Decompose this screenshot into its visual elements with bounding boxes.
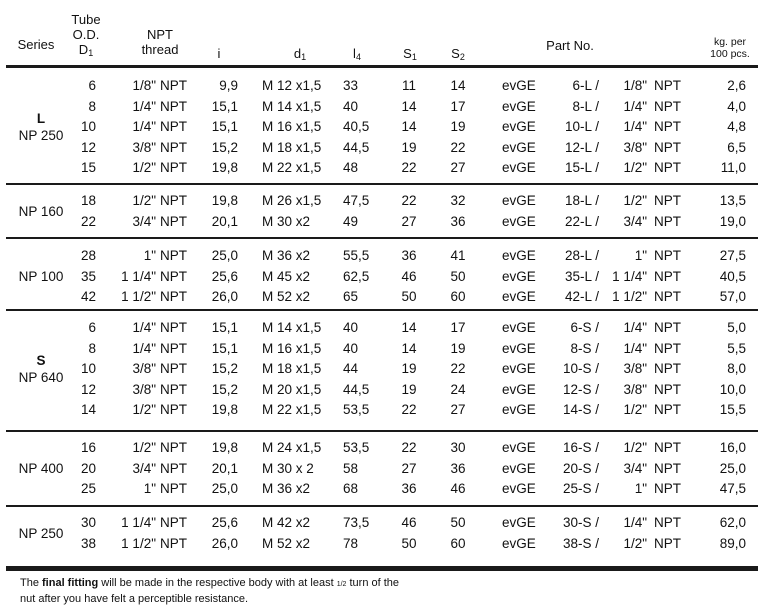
cell-d1: 6: [88, 320, 96, 335]
cell-part-npt: 1/2": [623, 535, 647, 551]
cell-thread: M 36 x2: [262, 481, 311, 496]
cell-l4: 62,5: [343, 268, 370, 284]
cell-npt-unit: NPT: [160, 160, 187, 175]
group-divider: [6, 237, 758, 239]
cell-npt: 1/4": [132, 320, 156, 335]
cell-s2: 41: [450, 248, 466, 263]
cell-part-unit: NPT: [654, 381, 681, 397]
cell-part-code: 25-S /: [562, 481, 599, 496]
cell-part-npt: 1/2": [623, 193, 647, 208]
cell-s2: 60: [450, 289, 466, 304]
cell-l4: 68: [343, 481, 359, 496]
cell-i: 25,0: [211, 481, 238, 496]
cell-kg: 40,5: [719, 268, 746, 284]
cell-npt: 3/4": [132, 460, 156, 476]
cell-s2: 22: [450, 361, 466, 376]
cell-thread: M 26 x1,5: [262, 193, 322, 208]
cell-npt-unit: NPT: [160, 515, 187, 530]
cell-d1: 20: [80, 460, 96, 476]
cell-npt: 1/2": [132, 440, 156, 455]
cell-part-unit: NPT: [654, 139, 681, 155]
cell-npt: 1/4": [132, 340, 156, 356]
header-i: i: [217, 46, 221, 61]
cell-kg: 11,0: [720, 160, 746, 175]
cell-part-unit: NPT: [654, 481, 681, 496]
cell-s1: 22: [401, 193, 417, 208]
cell-d1: 38: [80, 535, 96, 551]
cell-npt: 1 1/4": [121, 268, 156, 284]
cell-part-code: 6-L /: [572, 78, 599, 93]
cell-thread: M 30 x2: [262, 213, 311, 229]
cell-part-npt: 1": [634, 481, 647, 496]
cell-s2: 36: [450, 213, 466, 229]
cell-l4: 78: [343, 535, 359, 551]
series-pressure: NP 160: [18, 203, 64, 219]
cell-npt-unit: NPT: [160, 139, 187, 155]
cell-npt: 1 1/2": [121, 535, 156, 551]
cell-d1: 10: [80, 119, 96, 134]
cell-i: 26,0: [211, 535, 238, 551]
cell-kg: 10,0: [719, 381, 746, 397]
cell-s1: 46: [401, 268, 417, 284]
cell-i: 19,8: [211, 160, 238, 175]
cell-part-prefix: evGE: [502, 193, 536, 208]
cell-part-unit: NPT: [654, 193, 681, 208]
series-pressure: NP 100: [18, 268, 64, 284]
cell-part-unit: NPT: [654, 160, 681, 175]
cell-part-npt: 3/8": [623, 381, 647, 397]
cell-s2: 17: [450, 320, 466, 335]
cell-npt: 1/8": [132, 78, 156, 93]
cell-kg: 5,5: [727, 340, 746, 356]
cell-part-unit: NPT: [654, 78, 681, 93]
cell-s1: 36: [401, 248, 417, 263]
group-divider: [6, 183, 758, 185]
cell-s2: 30: [450, 440, 466, 455]
cell-part-unit: NPT: [654, 440, 681, 455]
cell-npt-unit: NPT: [160, 119, 187, 134]
cell-part-code: 18-L /: [564, 193, 599, 208]
cell-part-unit: NPT: [654, 268, 681, 284]
cell-part-prefix: evGE: [502, 213, 536, 229]
cell-l4: 40,5: [343, 119, 370, 134]
cell-s1: 22: [401, 160, 417, 175]
cell-s2: 36: [450, 460, 466, 476]
cell-l4: 65: [343, 289, 359, 304]
cell-part-npt: 3/8": [623, 361, 647, 376]
cell-i: 19,8: [211, 402, 238, 417]
cell-kg: 8,0: [727, 361, 746, 376]
cell-kg: 57,0: [719, 289, 746, 304]
cell-part-prefix: evGE: [502, 535, 536, 551]
cell-kg: 5,0: [727, 320, 746, 335]
cell-part-prefix: evGE: [502, 268, 536, 284]
cell-thread: M 18 x1,5: [262, 361, 322, 376]
cell-thread: M 52 x2: [262, 535, 311, 551]
series-pressure: NP 250: [18, 525, 64, 541]
cell-l4: 47,5: [343, 193, 370, 208]
cell-s2: 50: [450, 268, 466, 284]
series-label: [6, 460, 76, 477]
cell-s2: 60: [450, 535, 466, 551]
cell-kg: 4,0: [727, 98, 746, 114]
cell-l4: 49: [343, 213, 359, 229]
cell-part-npt: 1/4": [623, 98, 647, 114]
cell-s1: 50: [401, 535, 417, 551]
cell-s1: 22: [401, 402, 417, 417]
cell-kg: 16,0: [719, 440, 746, 455]
cell-npt-unit: NPT: [160, 381, 187, 397]
cell-part-code: 8-S /: [570, 340, 599, 356]
series-label: [6, 110, 76, 144]
group-divider: [6, 309, 758, 311]
cell-npt: 1 1/2": [121, 289, 156, 304]
cell-thread: M 42 x2: [262, 515, 311, 530]
cell-thread: M 20 x1,5: [262, 381, 322, 397]
cell-d1: 15: [80, 160, 96, 175]
cell-part-npt: 1": [634, 248, 647, 263]
header-npt-thread: NPT thread: [141, 27, 179, 57]
cell-npt: 1": [143, 481, 156, 496]
series-pressure: NP 250: [18, 128, 64, 144]
cell-thread: M 24 x1,5: [262, 440, 322, 455]
cell-part-prefix: evGE: [502, 361, 536, 376]
cell-kg: 6,5: [727, 139, 746, 155]
cell-i: 15,1: [211, 119, 238, 134]
cell-l4: 40: [343, 98, 359, 114]
header-rule: [6, 65, 758, 68]
cell-d1: 16: [80, 440, 96, 455]
cell-i: 26,0: [211, 289, 238, 304]
cell-s1: 14: [401, 340, 417, 356]
cell-s2: 50: [450, 515, 466, 530]
cell-thread: M 12 x1,5: [262, 78, 322, 93]
cell-thread: M 14 x1,5: [262, 320, 322, 335]
cell-part-unit: NPT: [654, 248, 681, 263]
cell-npt-unit: NPT: [160, 213, 187, 229]
cell-s1: 36: [401, 481, 417, 496]
header-part-no: Part No.: [546, 38, 594, 53]
cell-s1: 22: [401, 440, 417, 455]
cell-i: 25,6: [211, 515, 238, 530]
cell-s2: 27: [450, 160, 466, 175]
cell-d1: 12: [80, 139, 96, 155]
header-l4: $l_4$: [353, 46, 361, 62]
cell-i: 15,2: [211, 381, 238, 397]
cell-npt: 3/8": [132, 361, 156, 376]
cell-s1: 14: [401, 98, 417, 114]
cell-s2: 14: [450, 78, 466, 93]
cell-i: 25,0: [211, 248, 238, 263]
cell-npt-unit: NPT: [160, 340, 187, 356]
cell-i: 25,6: [211, 268, 238, 284]
cell-part-npt: 1 1/2": [612, 289, 647, 304]
cell-npt-unit: NPT: [160, 98, 187, 114]
cell-kg: 47,5: [719, 481, 746, 496]
cell-npt: 3/4": [132, 213, 156, 229]
cell-part-code: 35-L /: [564, 268, 599, 284]
cell-kg: 25,0: [719, 460, 746, 476]
cell-part-prefix: evGE: [502, 340, 536, 356]
cell-l4: 40: [343, 340, 359, 356]
cell-d1: 8: [88, 98, 96, 114]
cell-l4: 53,5: [343, 402, 370, 417]
cell-d1: 30: [80, 515, 96, 530]
cell-npt-unit: NPT: [160, 320, 187, 335]
cell-part-npt: 3/8": [623, 139, 647, 155]
cell-part-unit: NPT: [654, 535, 681, 551]
header-series: Series: [17, 37, 55, 52]
cell-npt-unit: NPT: [160, 78, 187, 93]
cell-l4: 33: [343, 78, 359, 93]
cell-i: 19,8: [211, 440, 238, 455]
cell-d1: 28: [80, 248, 96, 263]
cell-kg: 13,5: [719, 193, 746, 208]
cell-l4: 48: [343, 160, 359, 175]
cell-s2: 17: [450, 98, 466, 114]
cell-thread: M 45 x2: [262, 268, 311, 284]
cell-part-unit: NPT: [654, 98, 681, 114]
cell-thread: M 16 x1,5: [262, 340, 322, 356]
cell-part-prefix: evGE: [502, 515, 536, 530]
cell-part-prefix: evGE: [502, 139, 536, 155]
series-class: S: [36, 353, 46, 369]
cell-s1: 50: [401, 289, 417, 304]
cell-i: 20,1: [211, 460, 238, 476]
cell-kg: 2,6: [727, 78, 746, 93]
cell-i: 15,2: [211, 361, 238, 376]
cell-s1: 27: [401, 460, 417, 476]
cell-l4: 55,5: [343, 248, 370, 263]
cell-s1: 19: [401, 361, 417, 376]
cell-part-unit: NPT: [654, 460, 681, 476]
cell-part-code: 28-L /: [564, 248, 599, 263]
cell-part-unit: NPT: [654, 402, 681, 417]
cell-part-npt: 1/4": [623, 340, 647, 356]
cell-part-code: 10-L /: [564, 119, 599, 134]
cell-part-prefix: evGE: [502, 481, 536, 496]
cell-part-npt: 1/2": [623, 440, 647, 455]
cell-npt: 1/2": [132, 402, 156, 417]
cell-part-prefix: evGE: [502, 119, 536, 134]
cell-npt: 1/4": [132, 119, 156, 134]
cell-part-prefix: evGE: [502, 381, 536, 397]
cell-d1: 22: [80, 213, 96, 229]
cell-part-npt: 3/4": [623, 460, 647, 476]
cell-part-prefix: evGE: [502, 440, 536, 455]
cell-l4: 73,5: [343, 515, 370, 530]
cell-thread: M 36 x2: [262, 248, 311, 263]
cell-part-code: 12-L /: [564, 139, 599, 155]
cell-thread: M 22 x1,5: [262, 160, 322, 175]
cell-s1: 27: [401, 213, 417, 229]
cell-part-code: 12-S /: [562, 381, 599, 397]
header-tube-od: Tube O.D. $D_1$: [71, 12, 101, 58]
cell-npt: 1/2": [132, 193, 156, 208]
cell-npt: 3/8": [132, 139, 156, 155]
cell-part-code: 22-L /: [564, 213, 599, 229]
cell-npt-unit: NPT: [160, 268, 187, 284]
cell-d1: 8: [88, 340, 96, 356]
cell-npt-unit: NPT: [160, 440, 187, 455]
cell-part-prefix: evGE: [502, 289, 536, 304]
series-class: L: [36, 111, 46, 127]
cell-kg: 62,0: [719, 515, 746, 530]
cell-s2: 22: [450, 139, 466, 155]
cell-thread: M 18 x1,5: [262, 139, 322, 155]
cell-part-prefix: evGE: [502, 78, 536, 93]
cell-kg: 19,0: [719, 213, 746, 229]
cell-i: 15,1: [211, 98, 238, 114]
series-label: [6, 525, 76, 542]
cell-part-prefix: evGE: [502, 160, 536, 175]
cell-part-code: 10-S /: [562, 361, 599, 376]
cell-part-prefix: evGE: [502, 320, 536, 335]
cell-part-unit: NPT: [654, 119, 681, 134]
cell-s1: 19: [401, 381, 417, 397]
series-pressure: NP 640: [18, 370, 64, 386]
cell-s1: 46: [401, 515, 417, 530]
footer-rule: [6, 566, 758, 571]
cell-d1: 6: [88, 78, 96, 93]
cell-s2: 27: [450, 402, 466, 417]
cell-part-code: 16-S /: [562, 440, 599, 455]
cell-l4: 44,5: [343, 139, 370, 155]
cell-s2: 19: [450, 340, 466, 356]
cell-npt: 3/8": [132, 381, 156, 397]
cell-d1: 12: [80, 381, 96, 397]
cell-l4: 58: [343, 460, 359, 476]
cell-i: 19,8: [211, 193, 238, 208]
cell-part-prefix: evGE: [502, 248, 536, 263]
cell-kg: 89,0: [719, 535, 746, 551]
cell-i: 15,2: [211, 139, 238, 155]
cell-npt: 1 1/4": [121, 515, 156, 530]
series-label: [6, 203, 76, 220]
cell-l4: 40: [343, 320, 359, 335]
cell-npt-unit: NPT: [160, 289, 187, 304]
cell-part-prefix: evGE: [502, 98, 536, 114]
cell-part-npt: 1/4": [623, 515, 647, 530]
cell-part-code: 30-S /: [562, 515, 599, 530]
cell-i: 15,1: [211, 320, 238, 335]
cell-part-unit: NPT: [654, 515, 681, 530]
cell-npt: 1": [143, 248, 156, 263]
series-pressure: NP 400: [18, 460, 64, 476]
cell-part-unit: NPT: [654, 213, 681, 229]
cell-i: 9,9: [219, 78, 238, 93]
cell-npt: 1/4": [132, 98, 156, 114]
cell-s1: 14: [401, 320, 417, 335]
cell-d1: 35: [80, 268, 96, 284]
cell-npt-unit: NPT: [160, 402, 187, 417]
cell-npt-unit: NPT: [160, 248, 187, 263]
cell-kg: 15,5: [719, 402, 746, 417]
cell-part-npt: 1/8": [623, 78, 647, 93]
cell-part-code: 8-L /: [572, 98, 599, 114]
cell-part-unit: NPT: [654, 289, 681, 304]
header-s2: $S_2$: [451, 46, 465, 62]
cell-l4: 53,5: [343, 440, 370, 455]
cell-s1: 19: [401, 139, 417, 155]
cell-part-npt: 1/4": [623, 320, 647, 335]
cell-part-npt: 3/4": [623, 213, 647, 229]
cell-npt-unit: NPT: [160, 361, 187, 376]
cell-i: 20,1: [211, 213, 238, 229]
cell-l4: 44,5: [343, 381, 370, 397]
cell-part-code: 15-L /: [564, 160, 599, 175]
cell-s1: 14: [401, 119, 417, 134]
cell-part-npt: 1/2": [623, 402, 647, 417]
cell-part-code: 20-S /: [562, 460, 599, 476]
cell-thread: M 30 x 2: [262, 460, 314, 476]
cell-npt-unit: NPT: [160, 193, 187, 208]
header-kg-per-100: kg. per 100 pcs.: [710, 36, 750, 60]
cell-thread: M 22 x1,5: [262, 402, 322, 417]
series-label: [6, 352, 76, 386]
cell-thread: M 52 x2: [262, 289, 311, 304]
cell-npt-unit: NPT: [160, 460, 187, 476]
cell-part-code: 42-L /: [564, 289, 599, 304]
cell-thread: M 14 x1,5: [262, 98, 322, 114]
cell-part-npt: 1/2": [623, 160, 647, 175]
cell-npt-unit: NPT: [160, 535, 187, 551]
cell-s2: 24: [450, 381, 466, 397]
cell-part-unit: NPT: [654, 340, 681, 356]
cell-d1: 14: [80, 402, 96, 417]
group-divider: [6, 505, 758, 507]
cell-s1: 11: [401, 78, 416, 93]
cell-kg: 4,8: [727, 119, 746, 134]
cell-part-code: 38-S /: [562, 535, 599, 551]
group-divider: [6, 430, 758, 432]
cell-l4: 44: [343, 361, 359, 376]
cell-s2: 19: [450, 119, 466, 134]
cell-part-npt: 1/4": [623, 119, 647, 134]
cell-npt-unit: NPT: [160, 481, 187, 496]
cell-d1: 10: [80, 361, 96, 376]
cell-part-code: 14-S /: [562, 402, 599, 417]
cell-kg: 27,5: [719, 248, 746, 263]
cell-thread: M 16 x1,5: [262, 119, 322, 134]
cell-part-unit: NPT: [654, 361, 681, 376]
cell-npt: 1/2": [132, 160, 156, 175]
cell-part-prefix: evGE: [502, 402, 536, 417]
cell-part-unit: NPT: [654, 320, 681, 335]
cell-i: 15,1: [211, 340, 238, 356]
header-d1: $d_1$: [293, 46, 307, 62]
cell-part-npt: 1 1/4": [612, 268, 647, 284]
footnote: The final fitting will be made in the respective body with at least 1/2 turn of the nut after you have felt a perceptible resistance.: [20, 577, 400, 605]
header-s1: $S_1$: [403, 46, 417, 62]
cell-d1: 42: [80, 289, 96, 304]
cell-d1: 25: [80, 481, 96, 496]
cell-s2: 32: [450, 193, 466, 208]
series-label: [6, 268, 76, 285]
cell-part-prefix: evGE: [502, 460, 536, 476]
cell-d1: 18: [80, 193, 96, 208]
cell-part-code: 6-S /: [570, 320, 599, 335]
cell-s2: 46: [450, 481, 466, 496]
